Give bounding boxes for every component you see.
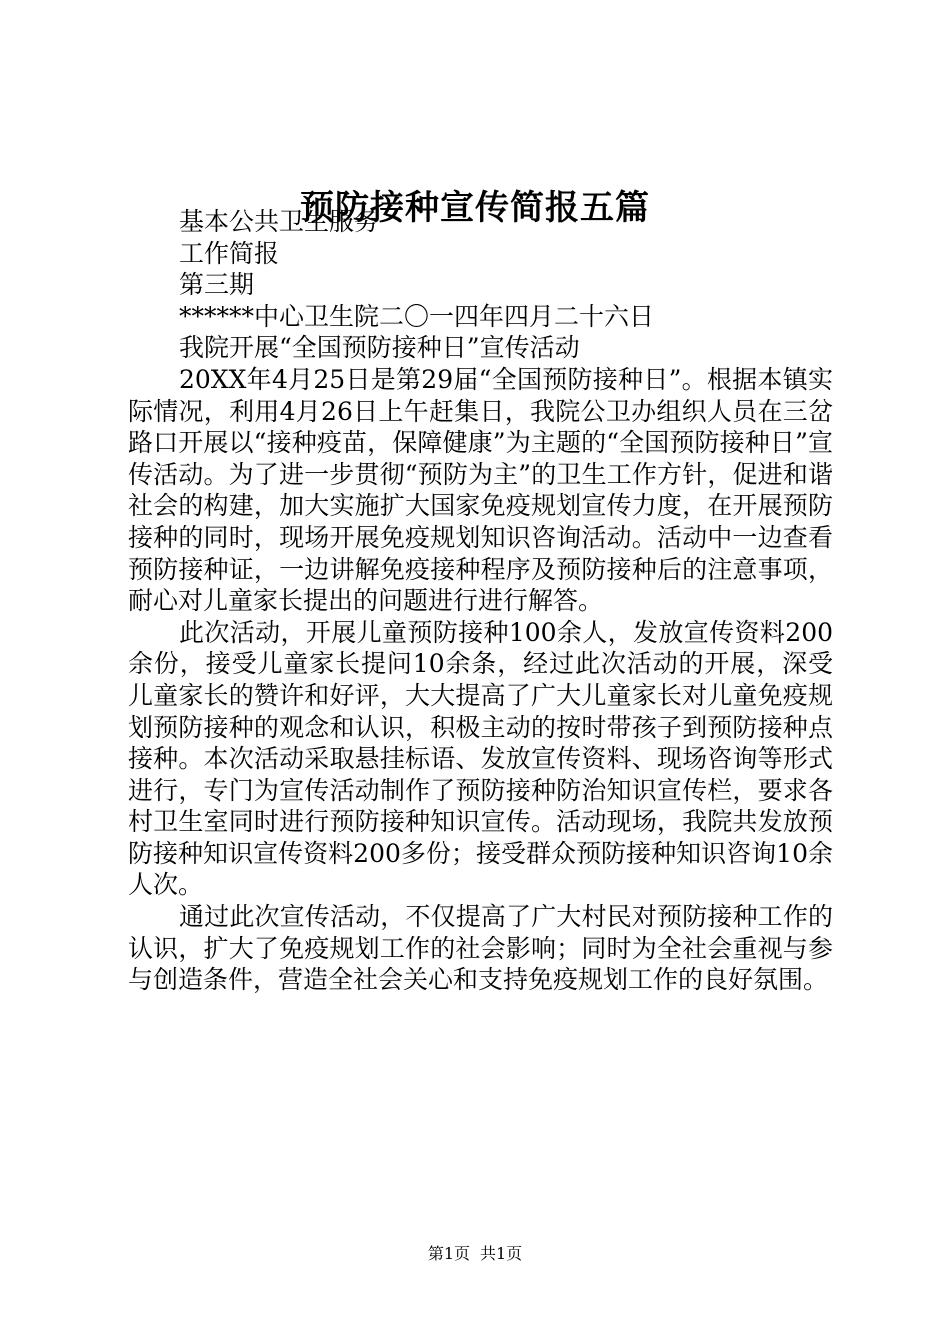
header-line-report: 工作简报 [179, 238, 280, 268]
page-count: 共1页 [480, 1244, 523, 1263]
header-line-date: ******中心卫生院二〇一四年四月二十六日 [179, 301, 655, 331]
page-number: 第1页 [427, 1244, 470, 1263]
body-paragraph: 通过此次宣传活动，不仅提高了广大村民对预防接种工作的认识，扩大了免疫规划工作的社会影响；同时为全社会重视与参与创造条件，营造全社会关心和支持免疫规划工作的良好氛围。 [128, 902, 833, 995]
body-paragraph: 20XX年4月25日是第29届“全国预防接种日”。根据本镇实际情况，利用4月26日上午赶集日，我院公卫办组织人员在三岔路口开展以“接种疫苗，保障健康”为主题的“全国预防接种日”宣传活动。为了进一步贯彻“预防为主”的卫生工作方针，促进和谐社会的构建，加大实施扩大国家免疫规划宣传力度，在开展预防接种的同时，现场开展免疫规划知识咨询活动。活动中一边查看预防接种证，一边讲解免疫接种程序及预防接种后的注意事项，耐心对儿童家长提出的问题进行进行解答。 [128, 364, 833, 616]
page-footer [0, 1242, 950, 1266]
document-title: 预防接种宣传简报五篇 [300, 188, 650, 228]
document-body [128, 206, 833, 996]
header-line-issue: 第三期 [179, 270, 255, 300]
body-paragraph: 此次活动，开展儿童预防接种100余人，发放宣传资料200余份，接受儿童家长提问10余条，经过此次活动的开展，深受儿童家长的赞许和好评，大大提高了广大儿童家长对儿童免疫规划预防接种的观念和认识，积极主动的按时带孩子到预防接种点接种。本次活动采取悬挂标语、发放宣传资料、现场咨询等形式进行，专门为宣传活动制作了预防接种防治知识宣传栏，要求各村卫生室同时进行预防接种知识宣传。活动现场，我院共发放预防接种知识宣传资料200多份；接受群众预防接种知识咨询10余人次。 [128, 617, 833, 900]
header-line-subject: 我院开展“全国预防接种日”宣传活动 [179, 333, 580, 363]
header-line-service: 基本公共卫生服务 [179, 207, 380, 236]
